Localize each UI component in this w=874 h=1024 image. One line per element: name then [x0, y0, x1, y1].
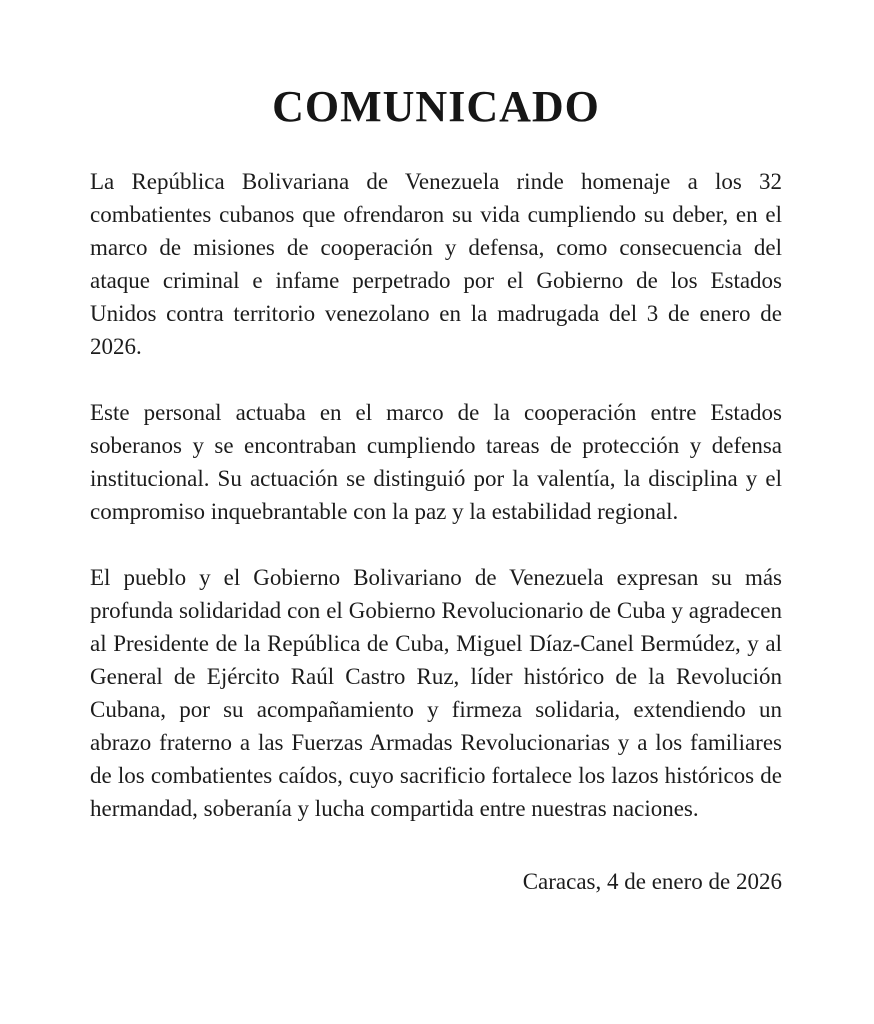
document-body	[90, 82, 782, 898]
dateline: Caracas, 4 de enero de 2026	[522, 868, 782, 894]
paragraph-solidarity: El pueblo y el Gobierno Bolivariano de Venezuela expresan su más profunda solidaridad con el Gobierno Revolucionario de Cuba y agradecen al Presidente de la República de Cuba, Miguel Díaz-Canel Bermúdez, y al General de Ejército Raúl Castro Ruz, líder histórico de la Revolución Cubana, por su acompañamiento y firmeza solidaria, extendiendo un abrazo fraterno a las Fuerzas Armadas Revolucionarias y a los familiares de los combatientes caídos, cuyo sacrificio fortalece los lazos históricos de hermandad, soberanía y lucha compartida entre nuestras naciones.	[90, 564, 782, 821]
paragraph-tribute: La República Bolivariana de Venezuela rinde homenaje a los 32 combatientes cubanos que ofrendaron su vida cumpliendo su deber, en el marco de misiones de cooperación y defensa, como consecuencia del ataque criminal e infame perpetrado por el Gobierno de los Estados Unidos contra territorio venezolano en la madrugada del 3 de enero de 2026.	[90, 168, 782, 359]
document-title: COMUNICADO	[272, 82, 600, 131]
paragraph-cooperation: Este personal actuaba en el marco de la cooperación entre Estados soberanos y se encontraban cumpliendo tareas de protección y defensa institucional. Su actuación se distinguió por la valentía, la disciplina y el compromiso inquebrantable con la paz y la estabilidad regional.	[90, 399, 782, 524]
